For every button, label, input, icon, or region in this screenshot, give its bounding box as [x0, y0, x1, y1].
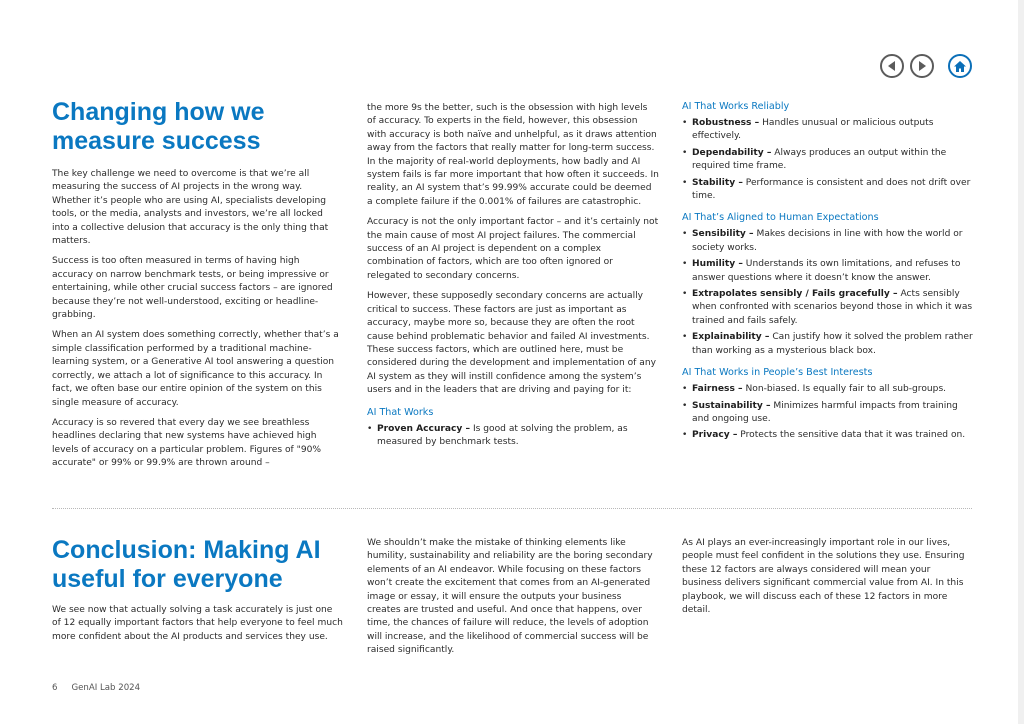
- subheading: AI That Works Reliably: [682, 101, 790, 112]
- factor-term: Robustness –: [692, 118, 760, 128]
- factor-term: Proven Accuracy –: [377, 423, 471, 434]
- paragraph: Success is too often measured in terms of having high accuracy on narrow benchmark tests, or being impressive or entertaining, while other crucial success factors – are ignored because they’re not well-understood, exciting or headline-grabbing.: [52, 256, 333, 321]
- page-footer: [52, 683, 140, 693]
- home-icon: [953, 60, 967, 73]
- page-number: 6: [52, 683, 58, 693]
- home-button[interactable]: [948, 54, 972, 78]
- back-arrow-icon: [886, 60, 898, 72]
- section1-column1: [52, 98, 342, 478]
- factor-list: [682, 117, 974, 203]
- list-item: [692, 147, 974, 174]
- section-title: [52, 536, 344, 594]
- list-item: [692, 177, 974, 204]
- factor-term: Extrapolates sensibly / Fails gracefully –: [692, 289, 898, 300]
- factor-description: Protects the sensitive data that it was trained on.: [737, 430, 966, 441]
- paragraph: However, these supposedly secondary concerns are actually critical to success. These factors are just as important as accuracy, maybe more so, because they are often the root cause behind problematic behavior and failed AI investments. These success factors, which are outlined here, must be considered during the development and implementation of any AI system as they will instill confidence among the system’s users and in the leaders that are driving and paying for it:: [367, 291, 656, 396]
- section1-column3: [682, 96, 974, 446]
- paragraph: The key challenge we need to overcome is that we’re all measuring the success of AI projects in the wrong way. Whether it’s people who are using AI, specialists developing tools, or the media, analysts and investors, we’re all locked into a collective delusion that accuracy is the only thing that matters.: [52, 169, 329, 247]
- section2-column2: [367, 537, 657, 665]
- title-line: measure success: [52, 127, 261, 155]
- factor-term: Sensibility –: [692, 229, 754, 240]
- forward-button[interactable]: [910, 54, 934, 78]
- section1-column2: [367, 102, 659, 452]
- list-item: [377, 423, 659, 450]
- subheading: AI That Works: [367, 406, 434, 418]
- factor-description: Handles unusual or malicious outputs effectively.: [692, 118, 934, 142]
- factor-description: Is good at solving the problem, as measured by benchmark tests.: [377, 423, 628, 447]
- factor-term: Humility –: [692, 259, 743, 270]
- paragraph: the more 9s the better, such is the obsession with high levels of accuracy. To experts in the field, however, this obsession with accuracy is both naïve and unhelpful, as it draws attention away from the factors that really matter for long-term success. In the majority of real-world deployments, how badly and AI system fails is far more important that how often it succeeds. In reality, an AI system that’s 99.99% accurate could be deemed a complete failure if the 0.001% of failures are catastrophic.: [367, 103, 659, 207]
- factor-term: Fairness –: [692, 384, 743, 395]
- back-button[interactable]: [880, 54, 904, 78]
- list-item: [692, 288, 974, 328]
- factor-description: Makes decisions in line with how the world or society works.: [692, 229, 963, 253]
- section-title: [52, 98, 342, 156]
- title-line: useful for everyone: [52, 565, 283, 593]
- list-item: [692, 258, 974, 285]
- paragraph: As AI plays an ever-increasingly important role in our lives, people must feel confident in the solutions they use. Ensuring these 12 factors are always considered will mean your business delivers significant commercial value from AI. In this playbook, we will discuss each of these 12 factors in more detail.: [682, 538, 965, 616]
- section-divider: [52, 508, 972, 509]
- subheading: AI That Works in People’s Best Interests: [682, 367, 873, 379]
- factor-description: Always produces an output within the required time frame.: [692, 147, 947, 172]
- factor-list: [682, 228, 974, 358]
- factor-term: Explainability –: [692, 332, 770, 343]
- paragraph: Accuracy is not the only important factor – and it’s certainly not the main cause of most AI project failures. The commercial success of an AI project is dependent on a complex combination of factors, which are too often ignored or relegated to secondary concerns.: [367, 217, 659, 281]
- factor-description: Performance is consistent and does not drift over time.: [692, 177, 971, 202]
- factor-list: [367, 423, 659, 450]
- factor-term: Sustainability –: [692, 400, 771, 411]
- factor-description: Acts sensibly when confronted with scenarios beyond those in which it was trained and fails safely.: [692, 289, 973, 326]
- list-item: [692, 400, 974, 427]
- list-item: [692, 383, 974, 396]
- list-item: [692, 429, 974, 442]
- forward-arrow-icon: [916, 60, 928, 72]
- page-edge: [1018, 0, 1024, 724]
- factor-term: Privacy –: [692, 430, 738, 441]
- title-line: Conclusion: Making AI: [52, 536, 321, 564]
- publication-name: GenAI Lab 2024: [71, 683, 141, 693]
- list-item: [692, 117, 974, 144]
- section2-column3: [682, 537, 967, 624]
- subheading: AI That’s Aligned to Human Expectations: [682, 212, 879, 224]
- paragraph: We see now that actually solving a task accurately is just one of 12 equally important factors that help everyone to feel much more confident about the AI products and services they use.: [52, 605, 343, 642]
- section2-column1: [52, 536, 344, 651]
- title-line: Changing how we: [52, 98, 265, 126]
- paragraph: We shouldn’t make the mistake of thinking elements like humility, sustainability and reliability are the boring secondary elements of an AI endeavor. While focusing on these factors won’t create the excitement that comes from an AI-generated image or essay, it will ensure the outputs your business creates are trusted and useful. And once that happens, over time, the chances of failure will reduce, the levels of adoption will increase, and the likelihood of commercial success will be raised significantly.: [367, 538, 653, 656]
- factor-term: Stability –: [692, 177, 743, 188]
- list-item: [692, 228, 974, 255]
- factor-description: Can justify how it solved the problem rather than working as a mysterious black box.: [692, 332, 973, 356]
- paragraph: When an AI system does something correctly, whether that’s a simple classification performed by a traditional machine-learning system, or a Generative AI tool answering a question correctly, we attach a lot of significance to this accuracy. In fact, we often base our entire opinion of the system on this single measure of accuracy.: [52, 330, 339, 408]
- page-navigation: [880, 54, 972, 78]
- factor-description: Understands its own limitations, and refuses to answer questions where it doesn’t know the answer.: [692, 259, 961, 283]
- list-item: [692, 331, 974, 358]
- factor-description: Minimizes harmful impacts from training and ongoing use.: [692, 400, 958, 424]
- factor-description: Non-biased. Is equally fair to all sub-groups.: [742, 384, 947, 395]
- factor-list: [682, 383, 974, 443]
- paragraph: Accuracy is so revered that every day we see breathless headlines declaring that new systems have achieved high levels of accuracy on a particular problem. Figures of "90% accurate" or 99% or 99.9% are thrown around –: [52, 417, 322, 469]
- factor-term: Dependability –: [692, 147, 772, 158]
